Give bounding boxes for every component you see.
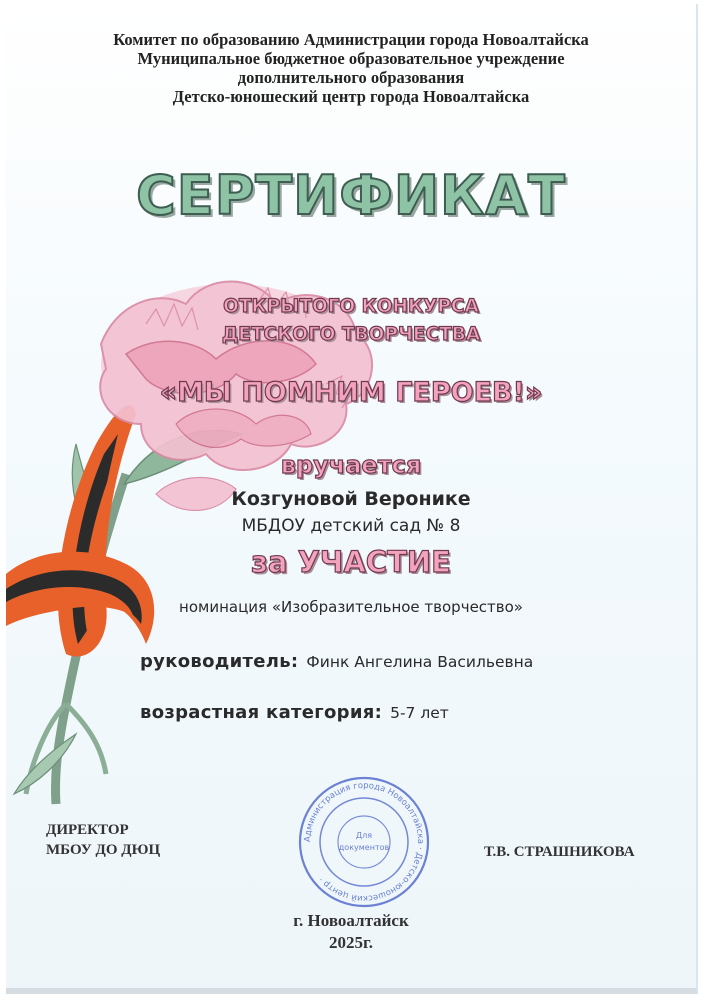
competition-line-1: ОТКРЫТОГО КОНКУРСА bbox=[223, 296, 479, 317]
director-title bbox=[46, 820, 160, 860]
age-row bbox=[140, 702, 449, 723]
svg-text:Администрация города Новоалтай bbox=[303, 781, 425, 903]
round-stamp bbox=[294, 772, 434, 912]
stamp-center-text-1: Для bbox=[355, 831, 373, 840]
nomination: номинация «Изобразительное творчество» bbox=[179, 598, 523, 616]
issuer-header bbox=[6, 30, 696, 106]
supervisor-row bbox=[140, 651, 533, 672]
year: 2025г. bbox=[328, 933, 374, 952]
certificate-sheet bbox=[6, 4, 698, 994]
issuer-line-1: Комитет по образованию Администрации города Новоалтайска bbox=[113, 30, 589, 49]
age-label: возрастная категория: bbox=[140, 702, 383, 723]
director-line-1: ДИРЕКТОР bbox=[46, 822, 129, 838]
issuer-line-4: Детско-юношеский центр города Новоалтайска bbox=[172, 87, 530, 106]
age-value: 5-7 лет bbox=[390, 704, 449, 722]
award-type: за УЧАСТИЕ bbox=[251, 545, 451, 579]
competition-name: «МЫ ПОМНИМ ГЕРОЕВ!» bbox=[159, 377, 543, 408]
issuer-line-3: дополнительного образования bbox=[237, 68, 465, 87]
certificate-title: СЕРТИФИКАТ bbox=[136, 164, 566, 227]
awarded-label: вручается bbox=[280, 451, 422, 479]
stamp-ring-text: Администрация города Новоалтайска · Детско-юношеский центр · bbox=[302, 780, 426, 904]
competition-line-2: ДЕТСКОГО ТВОРЧЕСТВА bbox=[221, 324, 481, 345]
issuer-line-2: Муниципальное бюджетное образовательное учреждение bbox=[137, 49, 565, 68]
city: г. Новоалтайск bbox=[293, 911, 409, 930]
stamp-center-text-2: документов bbox=[338, 843, 390, 852]
supervisor-value: Финк Ангелина Васильевна bbox=[306, 653, 534, 671]
director-line-2: МБОУ ДО ДЮЦ bbox=[46, 842, 161, 858]
recipient-institution: МБДОУ детский сад № 8 bbox=[241, 516, 461, 536]
place-and-date bbox=[6, 910, 696, 954]
recipient-name: Козгуновой Веронике bbox=[231, 488, 471, 510]
director-signature-name: Т.В. СТРАШНИКОВА bbox=[484, 844, 635, 860]
supervisor-label: руководитель: bbox=[140, 651, 299, 672]
